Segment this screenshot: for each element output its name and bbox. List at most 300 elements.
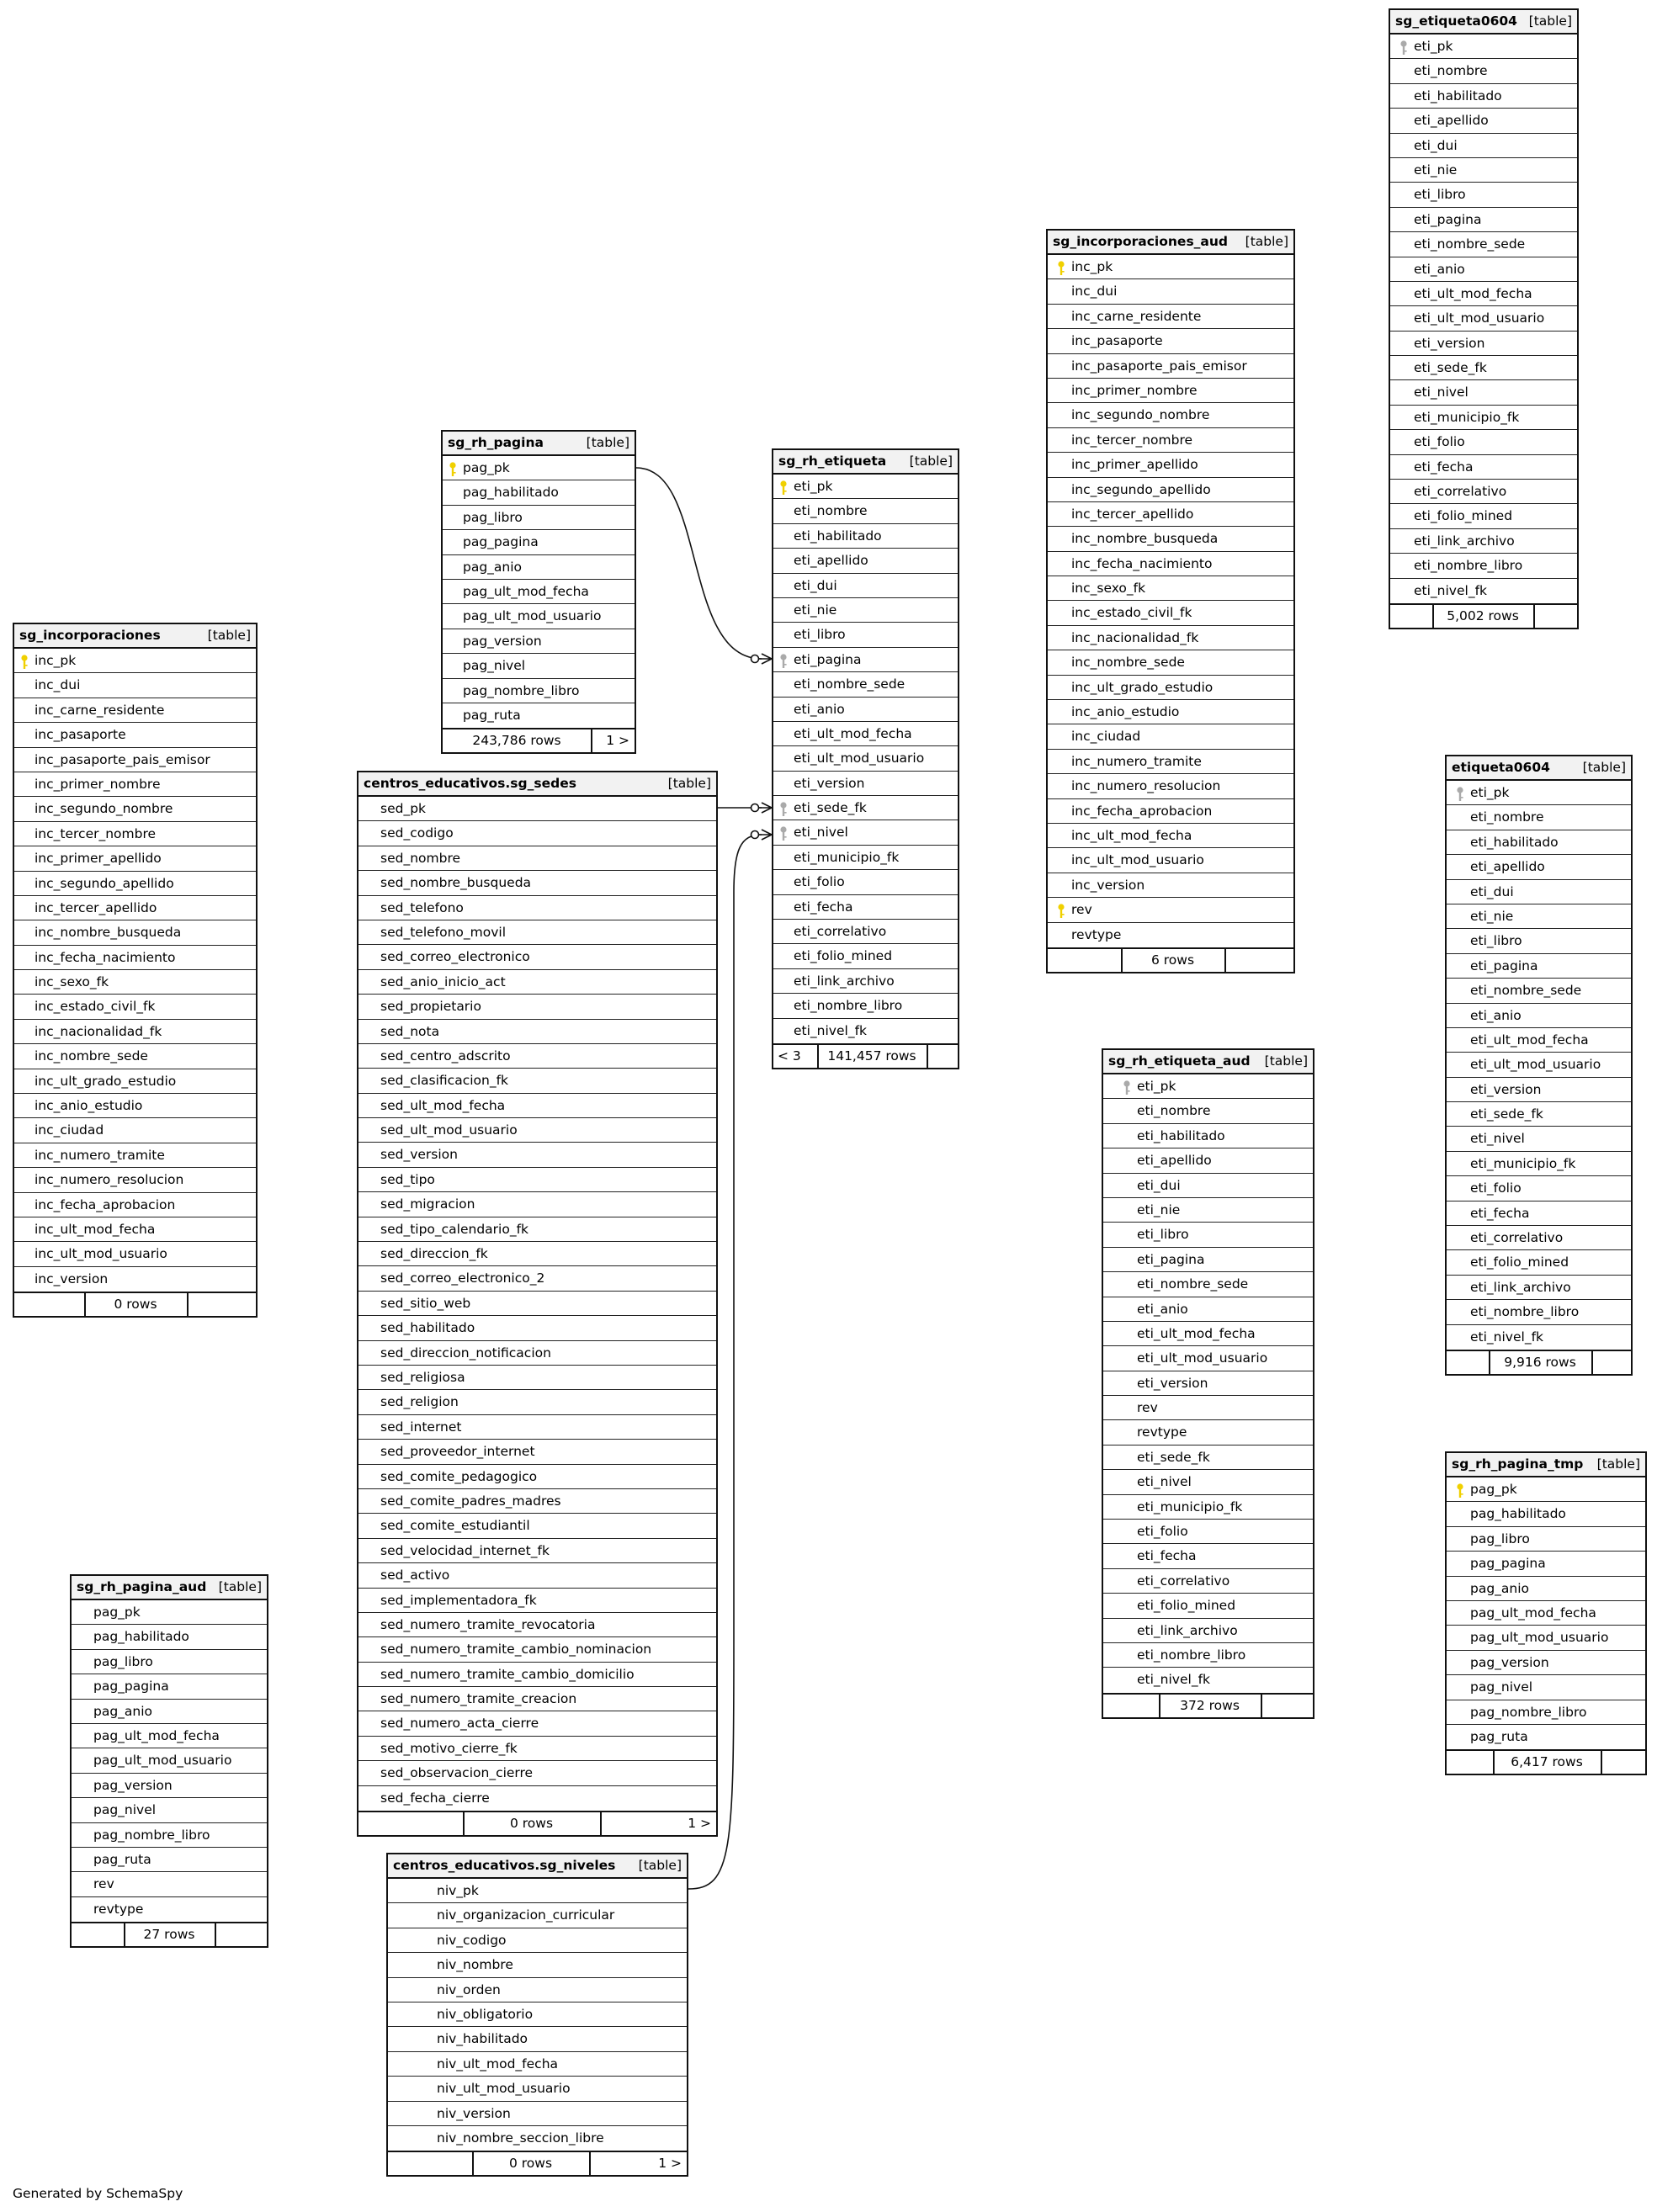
column-row[interactable] [358, 1737, 716, 1761]
column-name: sed_velocidad_internet_fk [380, 1542, 550, 1558]
column-row[interactable] [388, 2102, 687, 2126]
column-row[interactable] [358, 1489, 716, 1514]
column-row[interactable] [358, 846, 716, 871]
column-row[interactable] [388, 2052, 687, 2077]
column-name: sed_version [380, 1147, 458, 1163]
column-row[interactable] [358, 1786, 716, 1811]
column-row[interactable] [72, 1600, 267, 1625]
primary-key-icon [449, 461, 457, 476]
column-row[interactable] [1048, 898, 1293, 922]
column-row[interactable] [1447, 1028, 1631, 1053]
column-row[interactable] [388, 2126, 687, 2151]
column-row[interactable] [443, 703, 635, 728]
column-row[interactable] [773, 920, 958, 944]
column-row[interactable] [1048, 478, 1293, 502]
column-row[interactable] [72, 1848, 267, 1872]
column-row[interactable] [14, 1069, 256, 1094]
column-row[interactable] [1447, 1725, 1645, 1749]
column-row[interactable] [1447, 1502, 1645, 1526]
column-row[interactable] [1447, 880, 1631, 904]
column-row[interactable] [1048, 354, 1293, 379]
column-row[interactable] [1048, 676, 1293, 700]
column-row[interactable] [773, 499, 958, 523]
column-row[interactable] [1103, 1248, 1313, 1272]
column-name: eti_folio [794, 874, 845, 890]
column-row[interactable] [1390, 306, 1577, 331]
table-name[interactable]: etiqueta0604 [1452, 760, 1550, 775]
column-row[interactable] [1390, 34, 1577, 59]
column-row[interactable] [14, 1020, 256, 1044]
column-row[interactable] [1103, 1643, 1313, 1668]
column-list [1103, 1074, 1313, 1693]
column-row[interactable] [1390, 380, 1577, 405]
table-name[interactable]: sg_etiqueta0604 [1395, 13, 1517, 29]
column-row[interactable] [773, 772, 958, 796]
primary-key-icon [1456, 1483, 1464, 1498]
column-row[interactable] [1103, 1174, 1313, 1198]
column-list [773, 475, 958, 1043]
column-row[interactable] [1103, 1198, 1313, 1223]
column-row[interactable] [388, 2027, 687, 2051]
column-row[interactable] [1048, 428, 1293, 453]
column-row[interactable] [358, 797, 716, 821]
footer-divider [927, 1045, 928, 1068]
column-row[interactable] [1390, 282, 1577, 306]
column-row[interactable] [1447, 1004, 1631, 1028]
column-row[interactable] [358, 1242, 716, 1266]
column-row[interactable] [358, 1637, 716, 1662]
column-row[interactable] [14, 797, 256, 821]
column-row[interactable] [14, 1094, 256, 1118]
parents-link[interactable]: < 3 [778, 1048, 801, 1064]
column-row[interactable] [1447, 1102, 1631, 1127]
column-row[interactable] [773, 870, 958, 894]
column-row[interactable] [773, 1019, 958, 1043]
column-row[interactable] [358, 945, 716, 969]
column-row[interactable] [1447, 830, 1631, 855]
column-row[interactable] [1447, 954, 1631, 979]
column-row[interactable] [1103, 1322, 1313, 1346]
table-footer [443, 728, 635, 752]
column-row[interactable] [72, 1674, 267, 1699]
column-row[interactable] [72, 1897, 267, 1922]
column-row[interactable] [1447, 781, 1631, 805]
column-row[interactable] [1447, 979, 1631, 1003]
column-row[interactable] [443, 580, 635, 604]
column-row[interactable] [14, 822, 256, 846]
table-sg-rh-etiqueta-aud[interactable] [1102, 1048, 1314, 1719]
column-name: eti_apellido [794, 553, 868, 569]
column-row[interactable] [443, 679, 635, 703]
column-row[interactable] [14, 1267, 256, 1292]
column-row[interactable] [773, 549, 958, 573]
table-name[interactable]: sg_rh_pagina_aud [77, 1579, 207, 1594]
column-row[interactable] [773, 598, 958, 623]
column-row[interactable] [358, 920, 716, 945]
column-name: pag_ruta [93, 1851, 151, 1867]
column-row[interactable] [1103, 1223, 1313, 1247]
column-name: pag_nivel [463, 658, 526, 674]
column-row[interactable] [358, 1217, 716, 1242]
column-row[interactable] [1447, 805, 1631, 830]
column-row[interactable] [388, 1879, 687, 1903]
column-row[interactable] [358, 1292, 716, 1316]
table-footer [388, 2151, 687, 2175]
column-row[interactable] [773, 846, 958, 870]
column-row[interactable] [1390, 579, 1577, 603]
column-row[interactable] [72, 1625, 267, 1649]
column-row[interactable] [72, 1700, 267, 1724]
column-row[interactable] [1447, 929, 1631, 953]
column-row[interactable] [14, 723, 256, 747]
column-row[interactable] [14, 1168, 256, 1192]
column-row[interactable] [1447, 1651, 1645, 1675]
column-row[interactable] [1048, 700, 1293, 724]
column-row[interactable] [358, 1663, 716, 1687]
foreign-key-icon [1399, 40, 1408, 55]
column-row[interactable] [1390, 430, 1577, 454]
column-row[interactable] [1447, 1601, 1645, 1626]
column-row[interactable] [1390, 455, 1577, 480]
column-row[interactable] [14, 649, 256, 673]
column-row[interactable] [358, 1687, 716, 1711]
table-footer [358, 1811, 716, 1835]
column-row[interactable] [773, 746, 958, 771]
column-row[interactable] [1447, 1152, 1631, 1176]
table-header [443, 432, 635, 456]
column-row[interactable] [773, 895, 958, 920]
table-name[interactable]: sg_rh_etiqueta [778, 454, 887, 469]
column-row[interactable] [1048, 305, 1293, 329]
column-row[interactable] [72, 1650, 267, 1674]
column-row[interactable] [14, 748, 256, 772]
table-etiqueta0604[interactable] [1445, 755, 1633, 1376]
column-row[interactable] [358, 1465, 716, 1489]
column-row[interactable] [1048, 403, 1293, 427]
children-link[interactable]: 1 > [606, 733, 629, 749]
column-row[interactable] [1103, 1544, 1313, 1568]
table-name[interactable]: sg_incorporaciones [19, 628, 161, 643]
column-row[interactable] [388, 1903, 687, 1928]
column-row[interactable] [358, 1613, 716, 1637]
column-row[interactable] [72, 1724, 267, 1748]
column-row[interactable] [773, 698, 958, 722]
column-row[interactable] [358, 995, 716, 1019]
column-row[interactable] [443, 654, 635, 678]
column-name: sed_habilitado [380, 1320, 475, 1336]
column-row[interactable] [1048, 279, 1293, 304]
column-row[interactable] [358, 970, 716, 995]
column-row[interactable] [1447, 1276, 1631, 1300]
column-row[interactable] [14, 1118, 256, 1143]
column-row[interactable] [1103, 1569, 1313, 1594]
column-row[interactable] [1103, 1420, 1313, 1445]
column-row[interactable] [1048, 502, 1293, 527]
table-name[interactable]: sg_rh_etiqueta_aud [1108, 1053, 1251, 1069]
table-centros-educativos-sg-niveles[interactable] [386, 1853, 688, 2177]
column-row[interactable] [1048, 848, 1293, 873]
column-row[interactable] [773, 524, 958, 549]
table-sg-etiqueta0604[interactable] [1389, 8, 1579, 629]
column-row[interactable] [358, 1266, 716, 1291]
column-row[interactable] [1390, 158, 1577, 183]
column-row[interactable] [1390, 504, 1577, 528]
column-name: sed_telefono_movil [380, 924, 507, 940]
column-row[interactable] [1447, 1700, 1645, 1725]
column-row[interactable] [1447, 1078, 1631, 1102]
children-link[interactable]: 1 > [688, 1816, 711, 1832]
column-row[interactable] [14, 896, 256, 920]
column-row[interactable] [72, 1872, 267, 1896]
column-row[interactable] [443, 456, 635, 480]
column-row[interactable] [773, 796, 958, 820]
column-row[interactable] [1447, 1325, 1631, 1350]
column-row[interactable] [1390, 406, 1577, 430]
column-row[interactable] [1048, 601, 1293, 625]
column-row[interactable] [14, 673, 256, 698]
column-row[interactable] [1390, 356, 1577, 380]
column-row[interactable] [443, 506, 635, 530]
column-row[interactable] [14, 970, 256, 995]
column-row[interactable] [1390, 134, 1577, 158]
column-row[interactable] [1390, 208, 1577, 232]
table-name[interactable]: sg_incorporaciones_aud [1053, 234, 1229, 249]
column-row[interactable] [1048, 873, 1293, 898]
column-row[interactable] [14, 1143, 256, 1168]
column-row[interactable] [1048, 923, 1293, 947]
column-row[interactable] [358, 1711, 716, 1736]
column-row[interactable] [773, 475, 958, 499]
column-row[interactable] [358, 896, 716, 920]
column-row[interactable] [1048, 750, 1293, 774]
column-row[interactable] [773, 994, 958, 1018]
column-row[interactable] [1103, 1668, 1313, 1692]
column-row[interactable] [358, 1192, 716, 1217]
column-row[interactable] [358, 1440, 716, 1464]
column-name: eti_version [1414, 335, 1485, 351]
column-row[interactable] [1103, 1148, 1313, 1173]
table-sg-incorporaciones[interactable] [13, 623, 258, 1318]
foreign-key-icon [1123, 1079, 1131, 1095]
column-row[interactable] [443, 480, 635, 505]
column-row[interactable] [1447, 1226, 1631, 1250]
table-name[interactable]: centros_educativos.sg_niveles [393, 1858, 616, 1873]
column-row[interactable] [1390, 480, 1577, 504]
column-row[interactable] [14, 772, 256, 797]
column-row[interactable] [388, 1978, 687, 2002]
column-row[interactable] [1103, 1346, 1313, 1371]
column-row[interactable] [1447, 1127, 1631, 1151]
column-name: eti_habilitado [1470, 834, 1559, 850]
column-row[interactable] [1103, 1594, 1313, 1618]
column-row[interactable] [1103, 1619, 1313, 1643]
column-row[interactable] [388, 2077, 687, 2101]
column-row[interactable] [358, 1514, 716, 1538]
table-sg-incorporaciones-aud[interactable] [1046, 229, 1295, 973]
column-row[interactable] [358, 1390, 716, 1414]
column-row[interactable] [72, 1774, 267, 1798]
column-row[interactable] [773, 623, 958, 647]
column-row[interactable] [358, 1316, 716, 1340]
column-row[interactable] [443, 629, 635, 654]
column-row[interactable] [1447, 904, 1631, 929]
column-row[interactable] [72, 1823, 267, 1848]
column-row[interactable] [358, 821, 716, 846]
column-row[interactable] [773, 944, 958, 968]
column-row[interactable] [1048, 379, 1293, 403]
table-sg-rh-pagina[interactable] [441, 430, 636, 754]
column-row[interactable] [388, 2002, 687, 2027]
column-row[interactable] [14, 946, 256, 970]
column-row[interactable] [1390, 109, 1577, 133]
table-sg-rh-etiqueta[interactable] [772, 448, 959, 1069]
column-row[interactable] [773, 672, 958, 697]
column-row[interactable] [388, 1928, 687, 1953]
table-sg-rh-pagina-aud[interactable] [70, 1574, 268, 1948]
column-row[interactable] [773, 574, 958, 598]
column-row[interactable] [1390, 232, 1577, 257]
children-link[interactable]: 1 > [658, 2156, 682, 2172]
column-row[interactable] [1103, 1520, 1313, 1544]
column-row[interactable] [358, 871, 716, 895]
column-row[interactable] [1103, 1124, 1313, 1148]
column-name: eti_link_archivo [1470, 1279, 1571, 1295]
column-row[interactable] [1048, 576, 1293, 601]
column-row[interactable] [1447, 1201, 1631, 1226]
column-row[interactable] [1048, 626, 1293, 650]
column-row[interactable] [358, 1094, 716, 1118]
column-row[interactable] [1390, 257, 1577, 282]
column-row[interactable] [358, 1143, 716, 1167]
column-row[interactable] [1048, 453, 1293, 477]
column-name: sed_clasificacion_fk [380, 1073, 509, 1089]
column-name: eti_dui [1470, 883, 1514, 899]
column-row[interactable] [358, 1761, 716, 1785]
column-row[interactable] [358, 1415, 716, 1440]
column-row[interactable] [1048, 552, 1293, 576]
column-name: inc_segundo_nombre [35, 801, 173, 817]
column-row[interactable] [1447, 1250, 1631, 1275]
column-name: eti_municipio_fk [794, 849, 900, 865]
column-row[interactable] [1103, 1445, 1313, 1470]
column-row[interactable] [443, 604, 635, 629]
column-row[interactable] [1390, 529, 1577, 554]
column-row[interactable] [1048, 799, 1293, 824]
column-row[interactable] [1048, 774, 1293, 798]
column-name: sed_telefono [380, 899, 464, 915]
column-row[interactable] [1103, 1396, 1313, 1420]
column-row[interactable] [14, 846, 256, 871]
column-row[interactable] [1447, 1300, 1631, 1324]
column-row[interactable] [14, 1242, 256, 1266]
column-row[interactable] [1103, 1371, 1313, 1396]
column-row[interactable] [358, 1539, 716, 1563]
column-row[interactable] [14, 995, 256, 1019]
column-row[interactable] [1048, 255, 1293, 279]
column-row[interactable] [1103, 1272, 1313, 1297]
column-row[interactable] [1048, 329, 1293, 353]
column-row[interactable] [443, 530, 635, 554]
column-row[interactable] [1390, 554, 1577, 578]
column-row[interactable] [773, 820, 958, 845]
table-name[interactable]: sg_rh_pagina [448, 435, 544, 450]
column-row[interactable] [1447, 1477, 1645, 1502]
column-row[interactable] [1048, 724, 1293, 749]
column-name: sed_codigo [380, 825, 454, 841]
column-name: pag_version [1470, 1654, 1549, 1670]
column-name: niv_codigo [437, 1932, 507, 1948]
table-type: [table] [667, 776, 711, 791]
column-row[interactable] [443, 555, 635, 580]
column-name: pag_pagina [1470, 1556, 1546, 1572]
column-name: eti_pagina [1414, 211, 1482, 227]
column-row[interactable] [1447, 1552, 1645, 1576]
table-sg-rh-pagina-tmp[interactable] [1445, 1451, 1647, 1775]
column-row[interactable] [1447, 1626, 1645, 1650]
column-row[interactable] [1390, 183, 1577, 207]
column-row[interactable] [358, 1020, 716, 1044]
column-row[interactable] [358, 1589, 716, 1613]
column-row[interactable] [773, 722, 958, 746]
column-row[interactable] [773, 648, 958, 672]
column-name: pag_version [463, 633, 542, 649]
column-row[interactable] [1447, 855, 1631, 879]
column-row[interactable] [358, 1118, 716, 1143]
column-row[interactable] [1103, 1495, 1313, 1520]
column-row[interactable] [358, 1069, 716, 1093]
column-row[interactable] [1103, 1297, 1313, 1322]
column-row[interactable] [14, 1044, 256, 1069]
column-row[interactable] [773, 969, 958, 994]
column-row[interactable] [1447, 1176, 1631, 1201]
column-row[interactable] [1103, 1470, 1313, 1494]
table-header [1447, 1453, 1645, 1477]
column-row[interactable] [14, 1193, 256, 1217]
column-row[interactable] [1103, 1074, 1313, 1099]
column-row[interactable] [358, 1563, 716, 1588]
column-row[interactable] [1390, 59, 1577, 83]
column-name: eti_fecha [794, 899, 853, 915]
table-name[interactable]: sg_rh_pagina_tmp [1452, 1456, 1584, 1472]
column-row[interactable] [358, 1168, 716, 1192]
column-row[interactable] [1447, 1527, 1645, 1552]
column-row[interactable] [1390, 332, 1577, 356]
column-row[interactable] [1447, 1675, 1645, 1700]
column-name: niv_habilitado [437, 2031, 528, 2047]
column-row[interactable] [72, 1748, 267, 1773]
column-row[interactable] [358, 1366, 716, 1390]
table-header [1048, 231, 1293, 255]
column-row[interactable] [1103, 1099, 1313, 1123]
column-row[interactable] [1048, 527, 1293, 551]
column-row[interactable] [1447, 1577, 1645, 1601]
column-row[interactable] [1390, 84, 1577, 109]
column-row[interactable] [1048, 650, 1293, 675]
table-name[interactable]: centros_educativos.sg_sedes [364, 776, 576, 791]
column-row[interactable] [388, 1953, 687, 1977]
column-row[interactable] [14, 872, 256, 896]
table-centros-educativos-sg-sedes[interactable] [357, 771, 718, 1837]
column-row[interactable] [14, 698, 256, 723]
column-row[interactable] [1048, 824, 1293, 848]
footer-divider [1261, 1695, 1262, 1717]
column-row[interactable] [72, 1798, 267, 1822]
column-row[interactable] [358, 1341, 716, 1366]
column-row[interactable] [1447, 1053, 1631, 1077]
column-row[interactable] [358, 1044, 716, 1069]
column-row[interactable] [14, 920, 256, 945]
column-row[interactable] [14, 1217, 256, 1242]
